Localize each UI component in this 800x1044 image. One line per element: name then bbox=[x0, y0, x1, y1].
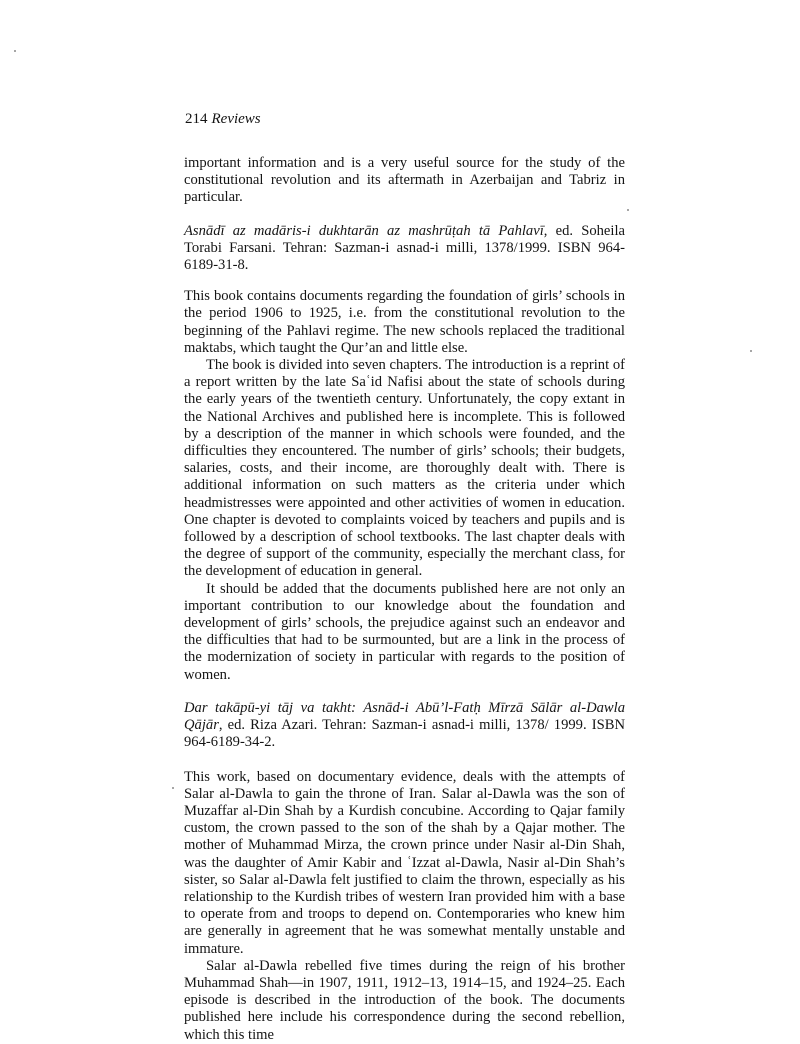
citation-dar-takapu bbox=[184, 700, 625, 752]
review-body bbox=[184, 155, 625, 1044]
scan-speck bbox=[627, 209, 629, 211]
running-head bbox=[185, 110, 261, 128]
section-title: Reviews bbox=[211, 111, 261, 127]
review-paragraph: This work, based on documentary evidence, deals with the attempts of Salar al-Dawla to gain the throne of Iran. Salar al-Dawla was the son of Muzaffar al-Din Shah by a Kurdish concubine. According to Qajar family custom, the crown passed to the son of the shah by a Qajar mother. The mother of Muhammad Mirza, the crown prince under Nasir al-Din Shah, was the daughter of Amir Kabir and ʿIzzat al-Dawla, Nasir al-Din Shah’s sister, so Salar al-Dawla felt justified to claim the thrown, especially as his relationship to the Kurdish tribes of western Iran provided him with a base to operate from and troops to depend on. Contemporaries who knew him are generally in agreement that he was somewhat mentally unstable and immature. bbox=[184, 768, 625, 957]
review-paragraph: It should be added that the documents published here are not only an important contribution to our knowledge about the foundation and development of girls’ schools, the prejudice against such an endeavor and the difficulties that had to be surmounted, but are a link in the process of the modernization of society in particular with regards to the position of women. bbox=[184, 580, 625, 683]
review-paragraph: Salar al-Dawla rebelled five times during the reign of his brother Muhammad Shah—in 1907, 1911, 1912–13, 1914–15, and 1924–25. Each episode is described in the introduction of the book. The documents published here include his correspondence during the second rebellion, which this time bbox=[184, 957, 625, 1043]
scan-speck bbox=[14, 50, 16, 52]
citation-details: , ed. Soheila Torabi Farsani. Tehran: Sazman-i asnad-i milli, 1378/1999. ISBN 964-6189-31-8. bbox=[184, 222, 625, 274]
page-number: 214 bbox=[185, 111, 208, 127]
scan-speck bbox=[750, 350, 752, 352]
review-paragraph: The book is divided into seven chapters. The introduction is a reprint of a report written by the late Saʿid Nafisi about the state of schools during the early years of the twentieth century. Unfortunately, the copy extant in the National Archives and published here is incomplete. This is followed by a description of the manner in which schools were founded, and the difficulties they encountered. The number of girls’ schools; their budgets, salaries, costs, and their income, are thoroughly dealt with. There is additional information on such matters as the criteria under which headmistresses were appointed and other activities of women in education. One chapter is devoted to complaints voiced by teachers and pupils and is followed by a description of school textbooks. The last chapter deals with the degree of support of the community, especially the merchant class, for the development of education in general. bbox=[184, 357, 625, 580]
citation-asnadi bbox=[184, 223, 625, 275]
citation-title: Asnādī az madāris-i dukhtarān az mashrūṭah tā Pahlavī bbox=[184, 222, 544, 239]
carryover-paragraph: important information and is a very useful source for the study of the constitutional revolution and its aftermath in Azerbaijan and Tabriz in particular. bbox=[184, 155, 625, 206]
scan-speck bbox=[172, 787, 174, 789]
citation-details: , ed. Riza Azari. Tehran: Sazman-i asnad-i milli, 1378/ 1999. ISBN 964-6189-34-2. bbox=[184, 717, 625, 751]
citation-title: Dar takāpū-yi tāj va takht: Asnād-i Abū’l-Fatḥ Mīrzā Sālār al-Dawla Qājār bbox=[184, 699, 625, 734]
review-paragraph: This book contains documents regarding the foundation of girls’ schools in the period 1906 to 1925, i.e. from the constitutional revolution to the beginning of the Pahlavi regime. The new schools replaced the traditional maktabs, which taught the Qur’an and little else. bbox=[184, 288, 625, 356]
